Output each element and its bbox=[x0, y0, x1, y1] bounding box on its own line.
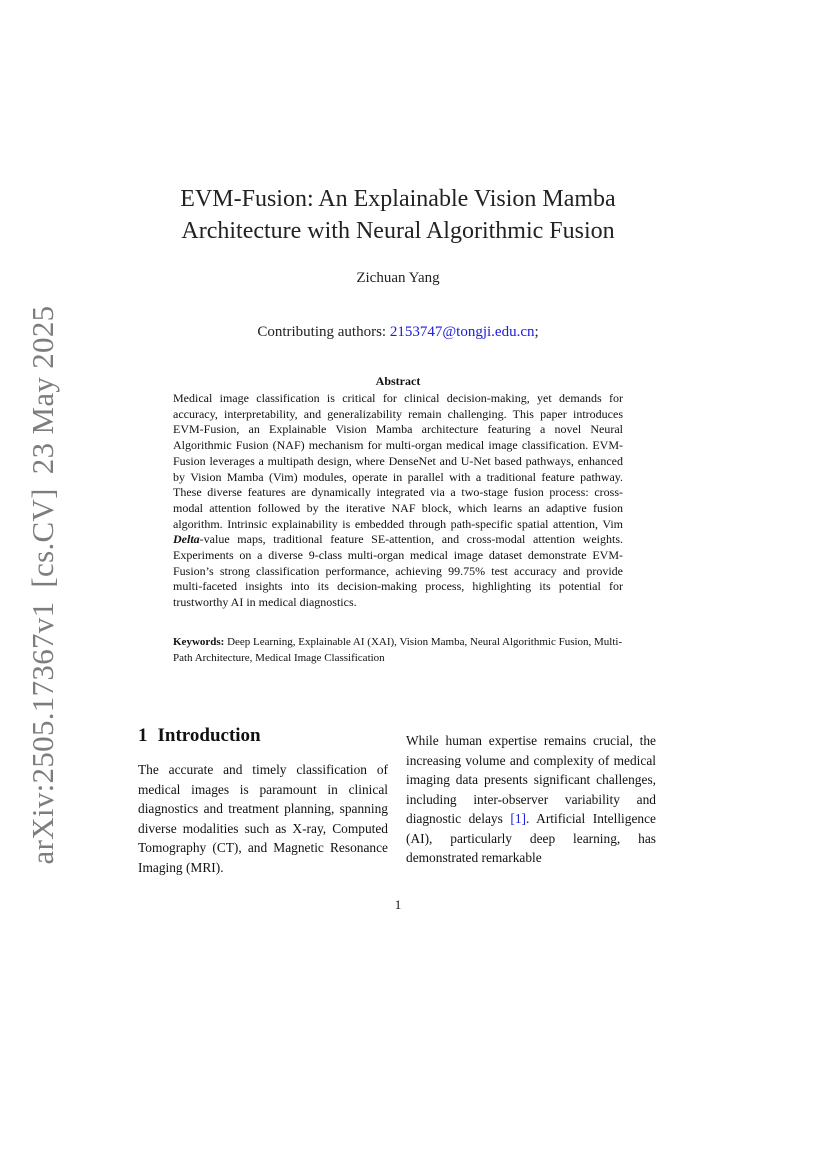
keywords-text: Deep Learning, Explainable AI (XAI), Vision Mamba, Neural Algorithmic Fusion, Multi-Path Architecture, Medical Image Classification bbox=[173, 636, 623, 664]
section-number: 1 bbox=[138, 725, 148, 746]
keywords bbox=[173, 635, 623, 666]
intro-right-text-part2: . Artificial Intelligence (AI), particularly deep learning, has demonstrated remarkable bbox=[406, 811, 656, 865]
intro-right-column bbox=[406, 731, 656, 868]
abstract-heading: Abstract bbox=[375, 374, 421, 388]
abstract-text-part1: Medical image classification is critical for clinical decision-making, yet demands for accuracy, interpretability, and generalizability remain challenging. This paper introduces EVM-Fusion, an Explainable Vision Mamba architecture featuring a novel Neural Algorithmic Fusion (NAF) mechanism for multi-organ medical image classification. EVM-Fusion leverages a multipath design, where DenseNet and U-Net based pathways, enhanced by Vision Mamba (Vim) modules, operate in parallel with a traditional feature pathway. These diverse features are dynamically integrated via a two-stage fusion process: cross-modal attention followed by the iterative NAF block, which learns an adaptive fusion algorithm. Intrinsic explainability is embedded through path-specific spatial attention, Vim bbox=[173, 391, 623, 531]
citation-link[interactable]: [1] bbox=[510, 811, 526, 826]
paper-title: EVM-Fusion: An Explainable Vision Mamba Architecture with Neural Algorithmic Fusion bbox=[180, 186, 616, 244]
intro-right-text-part1: While human expertise remains crucial, the increasing volume and complexity of medical imaging data presents significant challenges, including inter-observer variability and diagnostic delays bbox=[406, 733, 656, 826]
arxiv-id: arXiv:2505.17367v1 bbox=[25, 601, 60, 865]
arxiv-stamp-text bbox=[25, 306, 61, 865]
arxiv-stamp bbox=[0, 0, 80, 1171]
keywords-label: Keywords: bbox=[173, 636, 225, 648]
abstract-emphasis: Delta bbox=[173, 532, 200, 547]
arxiv-date: 23 May 2025 bbox=[25, 305, 60, 475]
contrib-suffix: ; bbox=[534, 324, 539, 340]
arxiv-category: [cs.CV] bbox=[25, 488, 60, 588]
section-heading-introduction bbox=[138, 725, 261, 747]
abstract-text-part2: -value maps, traditional feature SE-attention, and cross-modal attention weights. Experiments on a diverse 9-class multi-organ medical image dataset demonstrate EVM-Fusion’s strong classification performance, achieving 99.75% test accuracy and provide multi-faceted insights into its decision-making process, highlighting its potential for trustworthy AI in medical diagnostics. bbox=[173, 532, 623, 610]
page-number: 1 bbox=[394, 897, 402, 912]
contributing-authors bbox=[130, 324, 666, 341]
abstract-body bbox=[173, 391, 623, 611]
section-title: Introduction bbox=[157, 725, 261, 746]
email-link[interactable]: 2153747@tongji.edu.cn bbox=[389, 324, 535, 340]
intro-left-column: The accurate and timely classification of medical images is paramount in clinical diagnostics and treatment planning, spanning diverse modalities such as X-ray, Computed Tomography (CT), and Magnetic Resonance Imaging (MRI). bbox=[138, 762, 388, 875]
contrib-label: Contributing authors: bbox=[257, 324, 390, 340]
author-name: Zichuan Yang bbox=[356, 270, 440, 286]
